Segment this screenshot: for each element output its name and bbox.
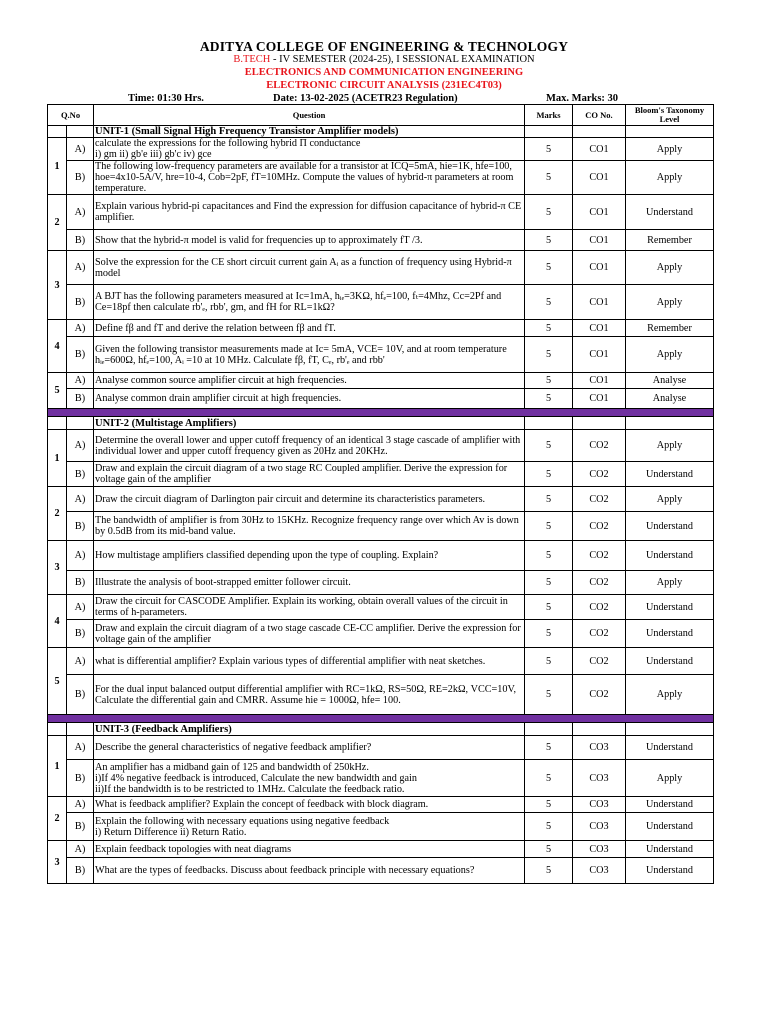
unit-blank-cell	[573, 417, 626, 430]
question-part: A)	[67, 430, 94, 462]
bloom-level-cell: Apply	[626, 571, 714, 595]
co-cell: CO1	[573, 320, 626, 337]
marks-cell: 5	[525, 161, 573, 195]
co-cell: CO1	[573, 251, 626, 285]
marks-cell: 5	[525, 462, 573, 487]
qno-header: Q.No	[48, 105, 94, 126]
question-number: 1	[48, 138, 67, 195]
question-part: A)	[67, 251, 94, 285]
marks-cell: 5	[525, 858, 573, 884]
bloom-level-cell: Understand	[626, 797, 714, 813]
question-part: B)	[67, 161, 94, 195]
co-cell: CO1	[573, 195, 626, 230]
question-part: B)	[67, 285, 94, 320]
bloom-level-cell: Understand	[626, 195, 714, 230]
table-row	[48, 161, 714, 195]
co-cell: CO1	[573, 161, 626, 195]
marks-cell: 5	[525, 430, 573, 462]
unit-blank-cell	[525, 126, 573, 138]
bloom-level-cell: Understand	[626, 858, 714, 884]
max-marks: Max. Marks: 30	[546, 93, 619, 104]
question-text: The bandwidth of amplifier is from 30Hz to 15KHz. Recognize frequency range over which Av is down by 0.5dB from its mid-band value.	[94, 512, 525, 541]
question-part: A)	[67, 736, 94, 760]
question-part: B)	[67, 462, 94, 487]
unit-title-row	[48, 417, 714, 430]
question-text: what is differential amplifier? Explain various types of differential amplifier with neat sketches.	[94, 648, 525, 675]
question-part: A)	[67, 841, 94, 858]
table-row	[48, 337, 714, 373]
co-cell: CO3	[573, 813, 626, 841]
marks-cell: 5	[525, 320, 573, 337]
question-text: A BJT has the following parameters measured at Ic=1mA, hᵢₑ=3KΩ, hfₑ=100, fₜ=4Mhz, Cc=2Pf and Ce=18pf then calculate rb'ₑ, rbb', gm, and fH for RL=1kΩ?	[94, 285, 525, 320]
table-row	[48, 430, 714, 462]
bloom-level-cell: Understand	[626, 620, 714, 648]
question-text: calculate the expressions for the following hybrid Π conductance i) gm ii) gb'e iii) gb'c iv) gce	[94, 138, 525, 161]
table-row	[48, 620, 714, 648]
marks-cell: 5	[525, 675, 573, 715]
marks-cell: 5	[525, 813, 573, 841]
question-text: Show that the hybrid-π model is valid for frequencies up to approximately fT /3.	[94, 230, 525, 251]
co-cell: CO3	[573, 797, 626, 813]
question-text: Given the following transistor measurements made at Ic= 5mA, VCE= 10V, and at room temperature hᵢₑ=600Ω, hfₑ=100, Aᵢ =10 at 10 MHz. Calculate fβ, fT, Cₑ, rb'ₑ and rbb'	[94, 337, 525, 373]
bloom-header: Bloom's Taxonomy Level	[626, 105, 714, 126]
unit-blank-cell	[573, 723, 626, 736]
unit-separator-bar	[48, 715, 714, 723]
question-number: 1	[48, 430, 67, 487]
question-number: 4	[48, 320, 67, 373]
table-row	[48, 320, 714, 337]
question-text: Describe the general characteristics of negative feedback amplifier?	[94, 736, 525, 760]
unit-blank-cell	[525, 723, 573, 736]
co-cell: CO1	[573, 337, 626, 373]
unit-blank-cell	[67, 126, 94, 138]
unit-title: UNIT-2 (Multistage Amplifiers)	[94, 417, 525, 430]
bloom-level-cell: Apply	[626, 251, 714, 285]
bloom-level-cell: Remember	[626, 230, 714, 251]
question-part: B)	[67, 858, 94, 884]
unit-blank-cell	[573, 126, 626, 138]
table-row	[48, 373, 714, 389]
co-cell: CO2	[573, 541, 626, 571]
question-number: 2	[48, 797, 67, 841]
marks-cell: 5	[525, 389, 573, 409]
co-cell: CO2	[573, 571, 626, 595]
question-text: Illustrate the analysis of boot-strapped emitter follower circuit.	[94, 571, 525, 595]
co-cell: CO2	[573, 648, 626, 675]
question-text: Explain various hybrid-pi capacitances and Find the expression for diffusion capacitance of hybrid-π CE amplifier.	[94, 195, 525, 230]
unit-blank-cell	[48, 417, 67, 430]
table-row	[48, 675, 714, 715]
table-header-row	[48, 105, 714, 126]
co-cell: CO2	[573, 595, 626, 620]
unit-blank-cell	[626, 723, 714, 736]
question-part: B)	[67, 813, 94, 841]
bloom-level-cell: Understand	[626, 841, 714, 858]
question-text: What are the types of feedbacks. Discuss about feedback principle with necessary equations?	[94, 858, 525, 884]
question-number: 5	[48, 648, 67, 715]
unit-blank-cell	[626, 417, 714, 430]
question-table	[47, 104, 714, 884]
question-text: What is feedback amplifier? Explain the concept of feedback with block diagram.	[94, 797, 525, 813]
question-part: B)	[67, 675, 94, 715]
question-part: A)	[67, 487, 94, 512]
co-cell: CO2	[573, 462, 626, 487]
marks-cell: 5	[525, 620, 573, 648]
table-row	[48, 230, 714, 251]
question-part: A)	[67, 373, 94, 389]
question-text: For the dual input balanced output differential amplifier with RC=1kΩ, RS=50Ω, RE=2kΩ, VCC=10V, Calculate the differential gain and CMRR. Assume hie = 1000Ω, hfe= 100.	[94, 675, 525, 715]
question-text: Draw the circuit diagram of Darlington pair circuit and determine its characteristics parameters.	[94, 487, 525, 512]
question-part: A)	[67, 195, 94, 230]
marks-cell: 5	[525, 512, 573, 541]
question-text: Analyse common drain amplifier circuit at high frequencies.	[94, 389, 525, 409]
bloom-level-cell: Understand	[626, 736, 714, 760]
co-cell: CO3	[573, 760, 626, 797]
marks-cell: 5	[525, 648, 573, 675]
marks-cell: 5	[525, 760, 573, 797]
question-table-body	[48, 126, 714, 884]
co-cell: CO2	[573, 620, 626, 648]
co-cell: CO1	[573, 373, 626, 389]
question-number: 5	[48, 373, 67, 409]
unit-blank-cell	[48, 126, 67, 138]
table-row	[48, 251, 714, 285]
co-cell: CO2	[573, 675, 626, 715]
table-row	[48, 541, 714, 571]
question-text: Explain the following with necessary equations using negative feedback i) Return Difference ii) Return Ratio.	[94, 813, 525, 841]
co-cell: CO2	[573, 512, 626, 541]
bloom-level-cell: Understand	[626, 648, 714, 675]
table-row	[48, 760, 714, 797]
marks-cell: 5	[525, 230, 573, 251]
question-part: B)	[67, 389, 94, 409]
unit-blank-cell	[626, 126, 714, 138]
bloom-level-cell: Understand	[626, 462, 714, 487]
table-row	[48, 797, 714, 813]
question-text: An amplifier has a midband gain of 125 and bandwidth of 250kHz. i)If 4% negative feedback is introduced, Calculate the new bandwidth and gain ii)If the bandwidth is to be restricted to 1MHz. Calculate the feedback ratio.	[94, 760, 525, 797]
bloom-level-cell: Apply	[626, 337, 714, 373]
table-row	[48, 595, 714, 620]
question-header: Question	[94, 105, 525, 126]
co-cell: CO3	[573, 841, 626, 858]
table-row	[48, 138, 714, 161]
question-text: Explain feedback topologies with neat diagrams	[94, 841, 525, 858]
question-part: B)	[67, 571, 94, 595]
program-line	[0, 54, 768, 65]
table-row	[48, 858, 714, 884]
bloom-level-cell: Apply	[626, 760, 714, 797]
marks-cell: 5	[525, 595, 573, 620]
question-text: Determine the overall lower and upper cutoff frequency of an identical 3 stage cascade of amplifier with individual lower and upper cutoff frequency given as 20Hz and 20KHz.	[94, 430, 525, 462]
question-text: Define fβ and fT and derive the relation between fβ and fT.	[94, 320, 525, 337]
bloom-level-cell: Analyse	[626, 373, 714, 389]
marks-cell: 5	[525, 487, 573, 512]
bloom-level-cell: Apply	[626, 487, 714, 512]
question-part: A)	[67, 541, 94, 571]
marks-header: Marks	[525, 105, 573, 126]
course-name: ELECTRONIC CIRCUIT ANALYSIS (231EC4T03)	[266, 80, 502, 91]
bloom-level-cell: Apply	[626, 285, 714, 320]
co-cell: CO2	[573, 487, 626, 512]
co-cell: CO1	[573, 389, 626, 409]
co-cell: CO3	[573, 858, 626, 884]
program-name: B.TECH	[233, 54, 271, 65]
bloom-level-cell: Understand	[626, 595, 714, 620]
marks-cell: 5	[525, 285, 573, 320]
bloom-level-cell: Understand	[626, 541, 714, 571]
table-row	[48, 285, 714, 320]
marks-cell: 5	[525, 138, 573, 161]
department-name: ELECTRONICS AND COMMUNICATION ENGINEERING	[244, 67, 524, 78]
co-cell: CO3	[573, 736, 626, 760]
question-text: Draw and explain the circuit diagram of a two stage cascade CE-CC amplifier. Derive the expression for voltage gain of the amplifier	[94, 620, 525, 648]
bloom-level-cell: Analyse	[626, 389, 714, 409]
co-cell: CO1	[573, 230, 626, 251]
question-number: 3	[48, 251, 67, 320]
table-row	[48, 462, 714, 487]
co-cell: CO1	[573, 285, 626, 320]
marks-cell: 5	[525, 797, 573, 813]
marks-cell: 5	[525, 541, 573, 571]
marks-cell: 5	[525, 571, 573, 595]
unit-title: UNIT-1 (Small Signal High Frequency Transistor Amplifier models)	[94, 126, 525, 138]
question-part: B)	[67, 512, 94, 541]
unit-blank-cell	[67, 723, 94, 736]
table-row	[48, 736, 714, 760]
table-row	[48, 841, 714, 858]
table-row	[48, 487, 714, 512]
co-cell: CO1	[573, 138, 626, 161]
co-cell: CO2	[573, 430, 626, 462]
marks-cell: 5	[525, 841, 573, 858]
unit-separator	[48, 409, 714, 417]
semester-info: - IV SEMESTER (2024-25), I SESSIONAL EXAMINATION	[270, 54, 535, 65]
question-text: Solve the expression for the CE short circuit current gain Aᵢ as a function of frequency using Hybrid-π model	[94, 251, 525, 285]
bloom-level-cell: Understand	[626, 813, 714, 841]
marks-cell: 5	[525, 373, 573, 389]
table-row	[48, 813, 714, 841]
table-row	[48, 571, 714, 595]
question-part: A)	[67, 595, 94, 620]
bloom-level-cell: Apply	[626, 675, 714, 715]
unit-title-row	[48, 126, 714, 138]
marks-cell: 5	[525, 337, 573, 373]
marks-cell: 5	[525, 736, 573, 760]
table-row	[48, 389, 714, 409]
table-row	[48, 648, 714, 675]
question-part: A)	[67, 320, 94, 337]
bloom-level-cell: Apply	[626, 430, 714, 462]
question-part: A)	[67, 797, 94, 813]
bloom-level-cell: Apply	[626, 138, 714, 161]
question-number: 4	[48, 595, 67, 648]
unit-blank-cell	[67, 417, 94, 430]
bloom-level-cell: Apply	[626, 161, 714, 195]
table-row	[48, 195, 714, 230]
question-part: B)	[67, 760, 94, 797]
college-name: ADITYA COLLEGE OF ENGINEERING & TECHNOLOGY	[199, 39, 569, 54]
marks-cell: 5	[525, 195, 573, 230]
question-text: How multistage amplifiers classified depending upon the type of coupling. Explain?	[94, 541, 525, 571]
unit-separator-bar	[48, 409, 714, 417]
question-number: 3	[48, 541, 67, 595]
unit-blank-cell	[525, 417, 573, 430]
question-text: The following low-frequency parameters are available for a transistor at ICQ=5mA, hie=1K, hfe=100, hoe=4x10-5A/V, hre=10-4, Cob=2pF, fT=10MHz. Compute the values of hybrid-π parameters at room temperature.	[94, 161, 525, 195]
question-part: B)	[67, 337, 94, 373]
co-header: CO No.	[573, 105, 626, 126]
question-text: Analyse common source amplifier circuit at high frequencies.	[94, 373, 525, 389]
exam-time: Time: 01:30 Hrs.	[128, 93, 204, 104]
question-number: 1	[48, 736, 67, 797]
question-part: B)	[67, 620, 94, 648]
marks-cell: 5	[525, 251, 573, 285]
question-number: 2	[48, 487, 67, 541]
table-row	[48, 512, 714, 541]
question-part: B)	[67, 230, 94, 251]
question-part: A)	[67, 138, 94, 161]
unit-separator	[48, 715, 714, 723]
question-number: 2	[48, 195, 67, 251]
unit-blank-cell	[48, 723, 67, 736]
question-part: A)	[67, 648, 94, 675]
question-number: 3	[48, 841, 67, 884]
bloom-level-cell: Understand	[626, 512, 714, 541]
question-text: Draw and explain the circuit diagram of a two stage RC Coupled amplifier. Derive the expression for voltage gain of the amplifier	[94, 462, 525, 487]
question-text: Draw the circuit for CASCODE Amplifier. Explain its working, obtain overall values of the circuit in terms of h-parameters.	[94, 595, 525, 620]
exam-date: Date: 13-02-2025 (ACETR23 Regulation)	[273, 93, 458, 104]
bloom-level-cell: Remember	[626, 320, 714, 337]
unit-title-row	[48, 723, 714, 736]
unit-title: UNIT-3 (Feedback Amplifiers)	[94, 723, 525, 736]
